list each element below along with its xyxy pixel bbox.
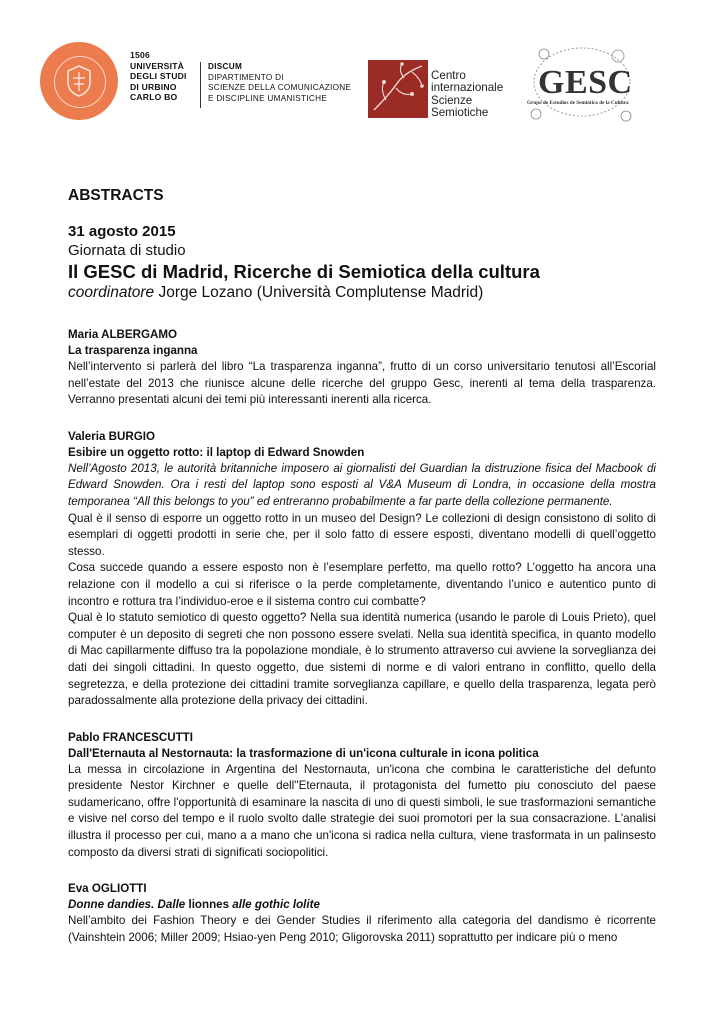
university-name [130, 50, 187, 103]
cis-line: internazionale [431, 81, 504, 95]
abstract-entry [68, 730, 656, 862]
discum-line: E DISCIPLINE UMANISTICHE [208, 93, 328, 103]
coordinator-line [68, 283, 656, 303]
title-part: Donne dandies. Dalle [68, 898, 186, 912]
gesc-title: GESC [538, 64, 633, 101]
abstract-title: Esibire un oggetto rotto: il laptop di Edward Snowden [68, 445, 365, 459]
unibo-line: CARLO BO [130, 92, 178, 103]
cis-line: Scienze [431, 93, 473, 107]
abstract-title [68, 897, 656, 913]
document-body [68, 186, 656, 946]
discum-line: DIPARTIMENTO DI [208, 72, 284, 82]
title-part: lionnes [185, 898, 233, 912]
branch-icon [368, 60, 428, 118]
coordinator-name: Jorge Lozano (Università Complutense Madrid) [154, 284, 484, 301]
title-part: gothic lolite [251, 898, 320, 912]
abstract-author: Eva OGLIOTTI [68, 882, 147, 896]
title-part: alle [232, 898, 252, 912]
unibo-year: 1506 [130, 50, 150, 60]
abstract-title: Dall'Eternauta al Nestornauta: la trasformazione di un'icona culturale in icona politica [68, 746, 539, 760]
abstract-entry [68, 881, 656, 946]
abstract-paragraph: Nell’intervento si parlerà del libro “La trasparenza inganna”, frutto di un corso universitario tenutosi all’Escorial nell’estate del 2013 che riunisce alcune delle ricerche del gruppo Gesc, inerenti al tema della trasparenza. Verranno presentati alcuni dei temi più interessanti inerenti alla ricerca. [68, 360, 656, 407]
abstract-author: Maria ALBERGAMO [68, 328, 178, 341]
header-divider [200, 62, 201, 108]
abstract-entry [68, 429, 656, 710]
department-name [208, 62, 351, 104]
abstract-paragraph: Nell’ambito dei Fashion Theory e dei Gender Studies il riferimento alla categoria del dandismo è ricorrente (Vainshtein 2006; Miller 2009; Hsiao-yen Peng 2010; Gligorovska 2011) soprattutto per indicare più o meno [68, 914, 656, 944]
abstract-paragraph: Cosa succede quando a essere esposto non è l’esemplare perfetto, ma quello rotto? L’oggetto ha ancora una relazione con il modello a cui si riferisce o la perde completamente, diventando l’unico e autentico punto di incontro e rottura tra l’individuo-eroe e il sistema contro cui combatte? [68, 561, 656, 608]
abstract-entry [68, 327, 656, 409]
abstract-paragraph: Qual è il senso di esporre un oggetto rotto in un museo del Design? Le collezioni di design consistono di solito di esemplari di oggetti prodotti in serie che, per il solo fatto di essere esposti, diventano modelli di quell’oggetto stesso. [68, 511, 656, 558]
abstract-author: Pablo FRANCESCUTTI [68, 730, 193, 744]
event-date: 31 agosto 2015 [68, 223, 176, 240]
unibo-line: UNIVERSITÀ [130, 60, 185, 71]
abstract-italic-paragraph: Nell’Agosto 2013, le autorità britanniche imposero ai giornalisti del Guardian la distruzione fisica del Macbook di Edward Snowden. Ora i resti del laptop sono esposti al V&A Museum di Londra, in occasione della mostra temporanea “All this belongs to you” ed entreranno probabilmente a far parte della collezione permanente. [68, 461, 656, 508]
coordinator-label: coordinatore [68, 284, 155, 301]
event-title: Il GESC di Madrid, Ricerche di Semiotica della cultura [68, 261, 540, 282]
abstract-author: Valeria BURGIO [68, 429, 155, 443]
discum-acronym: DISCUM [208, 62, 243, 71]
abstract-paragraph: Qual è lo statuto semiotico di questo oggetto? Nella sua identità numerica (usando le parole di Louis Prieto), quel computer è un deposito di segreti che non possono essere svelati. Nella sua identità specifica, in quanto modello di Mac capillarmente diffuso tra la popolazione mondiale, è lo strumento attraverso cui avviene la sorveglianza dei dati dei singoli cittadini. In questo oggetto, due sistemi di norme e di valori entrano in conflitto, quello della segretezza, e della protezione dei cittadini tramite sorveglianza capillare, e quello della trasparenza, legata però paradossalmente alla protezione della privacy dei cittadini. [68, 611, 656, 708]
cis-line: Semiotiche [431, 105, 489, 119]
seal-icon [64, 64, 94, 98]
university-urbino-logo [40, 42, 118, 120]
event-subtitle: Giornata di studio [68, 242, 186, 259]
unibo-line: DI URBINO [130, 81, 177, 92]
page-heading: ABSTRACTS [68, 187, 164, 204]
discum-line: SCIENZE DELLA COMUNICAZIONE [208, 83, 352, 92]
cis-line: Centro [431, 69, 466, 82]
unibo-line: DEGLI STUDI [130, 71, 187, 82]
cis-name [431, 70, 503, 119]
abstract-title: La trasparenza inganna [68, 344, 198, 357]
cis-logo [368, 60, 428, 118]
gesc-subtitle: Grupo de Estudios de Semiótica de la Cultura [527, 100, 629, 106]
abstract-paragraph: La messa in circolazione in Argentina del Nestornauta, un'icona che combina le caratteristiche del defunto presidente Nestor Kirchner e quelle dell''Eternauta, il protagonista del fumetto piu conosciuto del paese sudamericano, offre l'opportunità di esaminare la nascita di uno di questi simboli, le sue trasformazioni semantiche e visive nel corso del tempo e il ruolo svolto dalle strategie dei suoi promotori per la sua consacrazione. L'analisi illustra il processo per cui, mano a a mano che un'icona si radica nella cultura, viene trasformata in un palinsesto composto da diversi strati di significati sociopolitici. [68, 762, 656, 859]
